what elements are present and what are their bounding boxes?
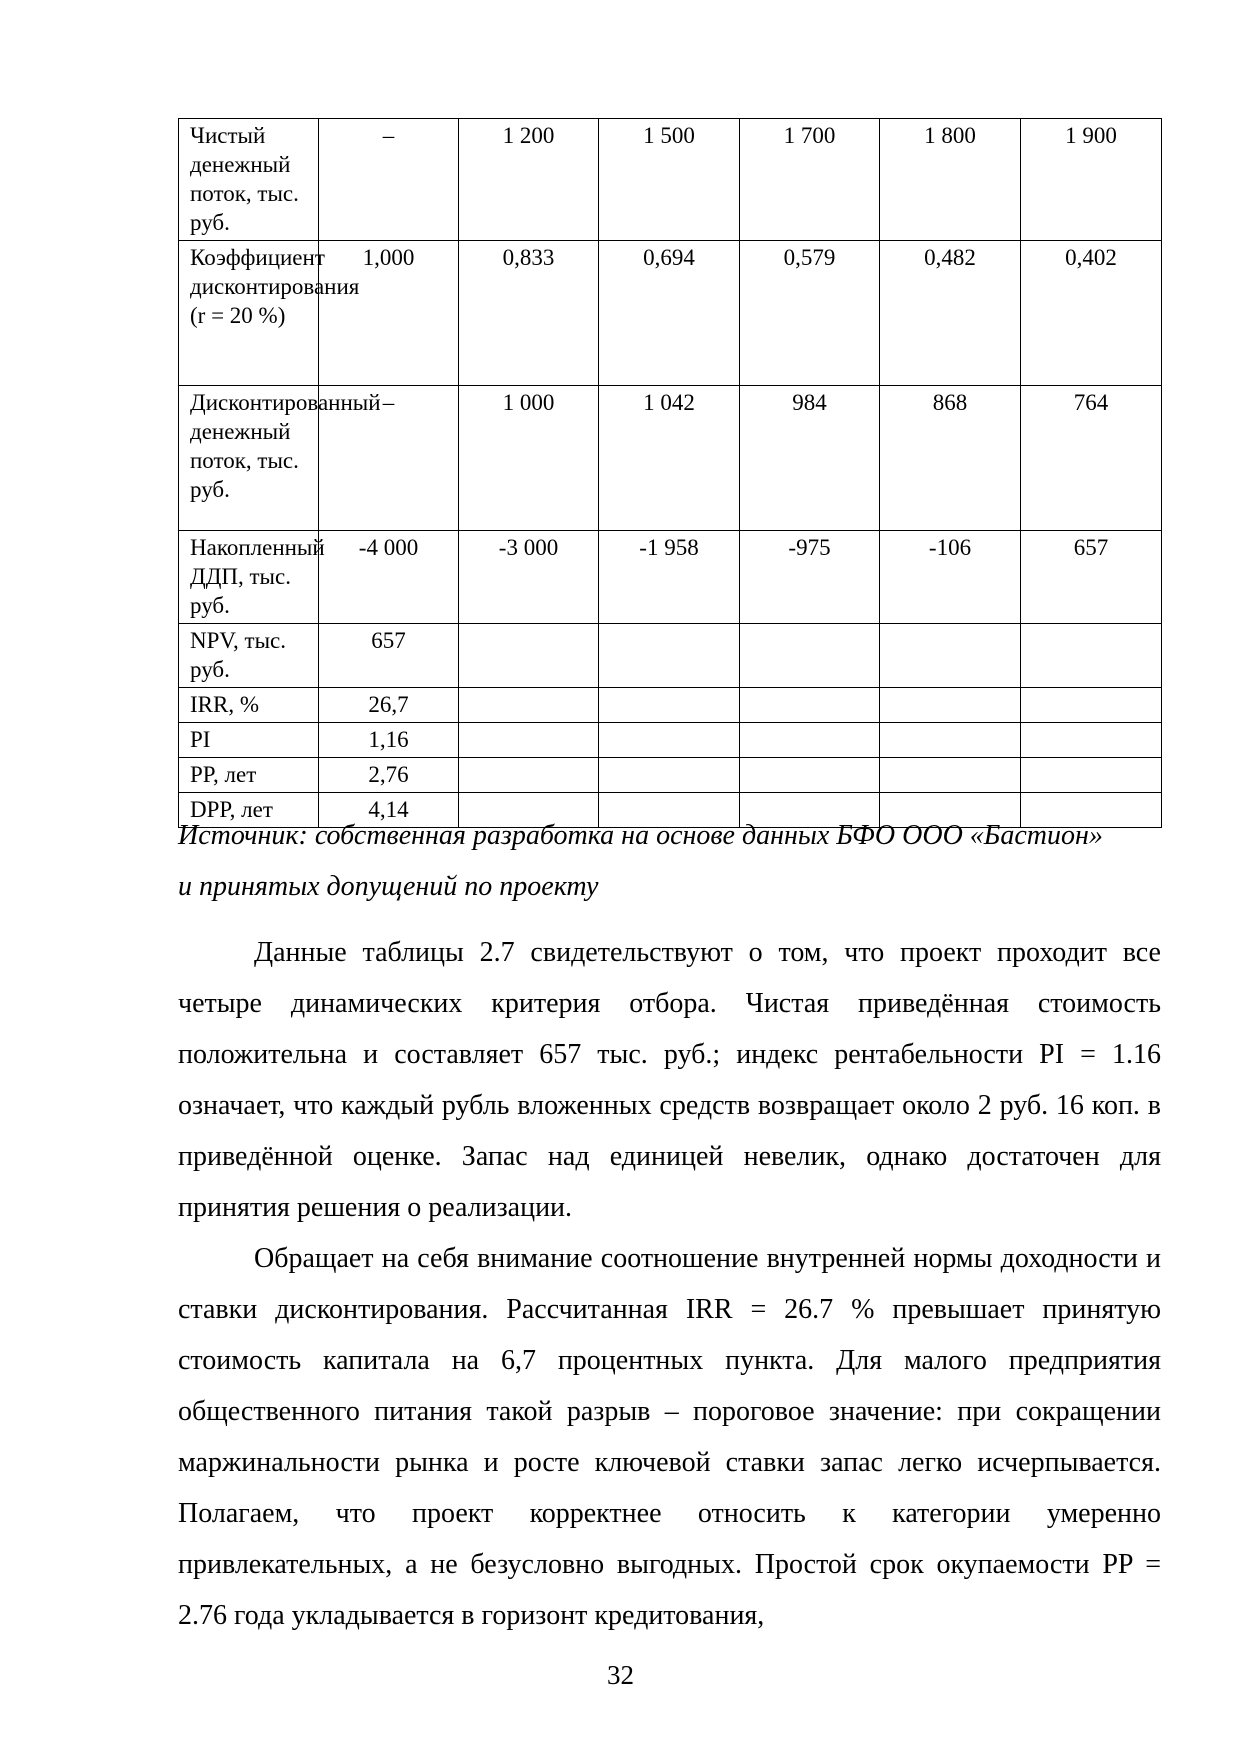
table-row — [179, 723, 1162, 758]
row-label: Коэффициент дисконтирования (r = 20 %) — [179, 241, 319, 386]
table-cell: -1 958 — [599, 531, 740, 624]
table-row — [179, 241, 1162, 386]
table-cell: 0,694 — [599, 241, 740, 386]
table-cell — [599, 688, 740, 723]
table-cell — [880, 758, 1021, 793]
table-row — [179, 688, 1162, 723]
table-cell: 1 500 — [599, 119, 740, 241]
row-label: Дисконтированный денежный поток, тыс. руб. — [179, 386, 319, 531]
table-cell — [740, 723, 880, 758]
table-cell: 657 — [319, 624, 459, 688]
table-cell: 0,482 — [880, 241, 1021, 386]
table-cell: 868 — [880, 386, 1021, 531]
table-source-caption — [178, 810, 1161, 912]
row-label: PP, лет — [179, 758, 319, 793]
row-label: Накопленный ДДП, тыс. руб. — [179, 531, 319, 624]
table-cell — [1021, 624, 1162, 688]
table-row — [179, 758, 1162, 793]
table-cell — [740, 624, 880, 688]
table-cell — [459, 758, 599, 793]
table-row — [179, 386, 1162, 531]
caption-line: Источник: собственная разработка на основе данных БФО ООО «Бастион» — [178, 820, 1103, 851]
table-cell: 1 000 — [459, 386, 599, 531]
table-cell: -4 000 — [319, 531, 459, 624]
table-cell: 657 — [1021, 531, 1162, 624]
table-cell — [880, 624, 1021, 688]
row-label: DPP, лет — [179, 793, 319, 828]
body-paragraph: Обращает на себя внимание соотношение внутренней нормы доходности и ставки дисконтирования. Рассчитанная IRR = 26.7 % превышает принятую стоимость капитала на 6,7 процентных пункта. Для малого предприятия общественного питания такой разрыв – пороговое значение: при сокращении маржинальности рынка и росте ключевой ставки запас легко исчерпывается. Полагаем, что проект корректнее относить к категории умеренно привлекательных, а не безусловно выгодных. Простой срок окупаемости PP = 2.76 года укладывается в горизонт кредитования, — [178, 1243, 1161, 1631]
table-cell — [459, 624, 599, 688]
table-cell: 0,579 — [740, 241, 880, 386]
table-cell: 764 — [1021, 386, 1162, 531]
table-cell: 4,14 — [319, 793, 459, 828]
table-cell — [880, 723, 1021, 758]
table-cell: 0,402 — [1021, 241, 1162, 386]
table-cell: 1,16 — [319, 723, 459, 758]
table-cell: 1 200 — [459, 119, 599, 241]
table-cell: 984 — [740, 386, 880, 531]
table-cell: 1 700 — [740, 119, 880, 241]
table-cell: -106 — [880, 531, 1021, 624]
table-row — [179, 119, 1162, 241]
table-cell — [1021, 688, 1162, 723]
table-cell: 1,000 — [319, 241, 459, 386]
table-cell: 1 800 — [880, 119, 1021, 241]
table-cell: 1 042 — [599, 386, 740, 531]
page-number: 32 — [607, 1660, 634, 1690]
table-cell — [740, 688, 880, 723]
table-cell: – — [319, 119, 459, 241]
table-cell: 1 900 — [1021, 119, 1162, 241]
table-cell: 2,76 — [319, 758, 459, 793]
row-label: Чистый денежный поток, тыс. руб. — [179, 119, 319, 241]
table-cell — [880, 688, 1021, 723]
table-cell: 0,833 — [459, 241, 599, 386]
table-cell: -975 — [740, 531, 880, 624]
table-cell — [459, 723, 599, 758]
table-row — [179, 531, 1162, 624]
table-cell: – — [319, 386, 459, 531]
table-cell — [599, 624, 740, 688]
caption-line: и принятых допущений по проекту — [178, 871, 599, 902]
table-cell — [599, 723, 740, 758]
table-cell: -3 000 — [459, 531, 599, 624]
table-cell — [1021, 723, 1162, 758]
row-label: NPV, тыс. руб. — [179, 624, 319, 688]
financial-metrics-table — [178, 118, 1162, 828]
table-cell — [740, 758, 880, 793]
table-cell: 26,7 — [319, 688, 459, 723]
table-row — [179, 624, 1162, 688]
body-paragraph: Данные таблицы 2.7 свидетельствуют о том, что проект проходит все четыре динамических критерия отбора. Чистая приведённая стоимость положительна и составляет 657 тыс. руб.; индекс рентабельности PI = 1.16 означает, что каждый рубль вложенных средств возвращает около 2 руб. 16 коп. в приведённой оценке. Запас над единицей невелик, однако достаточен для принятия решения о реализации. — [178, 937, 1161, 1223]
table-cell — [1021, 758, 1162, 793]
row-label: PI — [179, 723, 319, 758]
table-cell — [599, 758, 740, 793]
table-cell — [459, 688, 599, 723]
row-label: IRR, % — [179, 688, 319, 723]
